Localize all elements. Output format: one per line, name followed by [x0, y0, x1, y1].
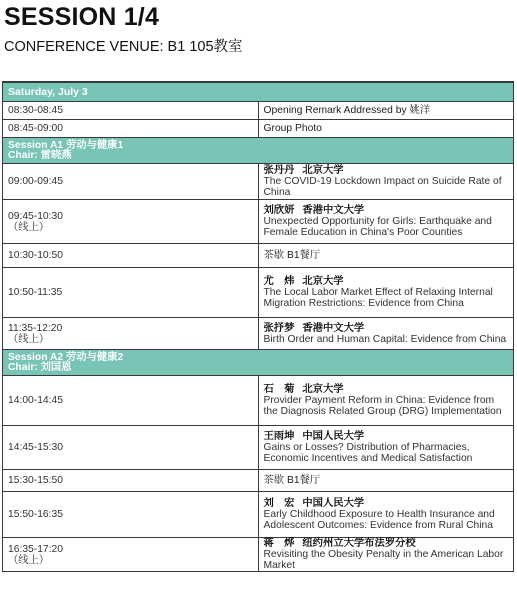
time-cell	[3, 200, 259, 244]
break-cell: 茶歇 B1餐厅	[258, 244, 514, 268]
conference-venue: CONFERENCE VENUE: B1 105教室	[4, 39, 243, 55]
talk-cell	[258, 538, 514, 572]
break-cell: 茶歇 B1餐厅	[258, 470, 514, 492]
talk-cell	[258, 318, 514, 350]
speaker-line	[264, 323, 509, 334]
session-header	[3, 350, 514, 376]
online-note: （线上）	[8, 554, 50, 566]
table-row	[3, 200, 514, 244]
paper-title: Revisiting the Obesity Penalty in the American Labor Market	[263, 549, 504, 571]
paper-title: Unexpected Opportunity for Girls: Earthquake and Female Education in China's Poor Counties	[263, 216, 492, 238]
speaker-line	[264, 384, 509, 395]
speaker-name: 王雨坤	[263, 431, 295, 442]
speaker-name: 刘欣妍	[263, 205, 295, 216]
speaker-name: 石 菊	[263, 384, 295, 395]
speaker-line	[264, 165, 509, 176]
institution: 中国人民大学	[302, 431, 365, 442]
paper-title: Birth Order and Human Capital: Evidence from China	[263, 333, 507, 345]
institution: 香港中文大学	[302, 205, 365, 216]
talk-cell	[258, 376, 514, 426]
page-title: SESSION 1/4	[4, 3, 160, 31]
session-header-row	[3, 138, 514, 164]
institution: 香港中文大学	[302, 322, 365, 334]
time-cell: 15:50-16:35	[3, 492, 259, 538]
table-row	[3, 538, 514, 572]
paper-title: The COVID-19 Lockdown Impact on Suicide Rate of China	[263, 176, 502, 198]
time-range: 11:35-12:20	[8, 322, 63, 334]
talk-cell	[258, 200, 514, 244]
time-range: 16:35-17:20	[8, 543, 63, 555]
speaker-name: 刘 宏	[263, 498, 295, 509]
day-label: Saturday, July 3	[3, 82, 514, 102]
schedule-table	[2, 81, 514, 572]
table-row	[3, 426, 514, 470]
time-cell: 08:30-08:45	[3, 102, 259, 120]
time-cell: 08:45-09:00	[3, 120, 259, 138]
table-row	[3, 268, 514, 318]
table-row	[3, 318, 514, 350]
institution: 纽约州立大学布法罗分校	[302, 538, 416, 549]
talk-cell	[258, 268, 514, 318]
table-row	[3, 102, 514, 120]
event-cell: Opening Remark Addressed by 姚洋	[258, 102, 514, 120]
institution: 中国人民大学	[302, 498, 365, 509]
time-cell	[3, 538, 259, 572]
time-cell: 14:45-15:30	[3, 426, 259, 470]
paper-title: The Local Labor Market Effect of Relaxing Internal Migration Restrictions: Evidence from China	[263, 287, 493, 309]
speaker-line	[264, 431, 509, 442]
speaker-name: 蒋 烨	[263, 538, 295, 549]
speaker-name: 尤 炜	[263, 276, 295, 287]
time-cell: 10:50-11:35	[3, 268, 259, 318]
speaker-line	[264, 205, 509, 216]
paper-title: Gains or Losses? Distribution of Pharmacies, Economic Incentives and Medical Satisfaction	[263, 442, 473, 464]
speaker-name: 张抒梦	[263, 322, 295, 334]
table-row	[3, 120, 514, 138]
speaker-line	[264, 538, 509, 549]
time-range: 09:45-10:30	[8, 210, 63, 222]
table-row	[3, 492, 514, 538]
online-note: （线上）	[8, 333, 50, 345]
table-row	[3, 376, 514, 426]
institution: 北京大学	[302, 276, 344, 287]
paper-title: Early Childhood Exposure to Health Insurance and Adolescent Outcomes: Evidence from Rural China	[263, 509, 495, 531]
session-header	[3, 138, 514, 164]
table-row	[3, 470, 514, 492]
speaker-line	[264, 498, 509, 509]
table-row	[3, 244, 514, 268]
speaker-name: 张丹丹	[263, 165, 295, 176]
institution: 北京大学	[302, 165, 344, 176]
time-cell: 09:00-09:45	[3, 164, 259, 200]
online-note: （线上）	[8, 221, 50, 233]
talk-cell	[258, 426, 514, 470]
session-chair: Chair: 刘国恩	[8, 361, 72, 373]
speaker-line	[264, 276, 509, 287]
talk-cell	[258, 164, 514, 200]
time-cell: 10:30-10:50	[3, 244, 259, 268]
session-header-row	[3, 350, 514, 376]
day-header-row	[3, 82, 514, 102]
talk-cell	[258, 492, 514, 538]
institution: 北京大学	[302, 384, 344, 395]
time-cell: 15:30-15:50	[3, 470, 259, 492]
table-row	[3, 164, 514, 200]
time-cell	[3, 318, 259, 350]
event-cell: Group Photo	[258, 120, 514, 138]
time-cell: 14:00-14:45	[3, 376, 259, 426]
session-chair: Chair: 雷晓燕	[8, 149, 72, 161]
session-title: Session A2 劳动与健康2	[8, 351, 124, 363]
session-title: Session A1 劳动与健康1	[8, 139, 124, 151]
paper-title: Provider Payment Reform in China: Evidence from the Diagnosis Related Group (DRG) Implementation	[263, 395, 502, 417]
